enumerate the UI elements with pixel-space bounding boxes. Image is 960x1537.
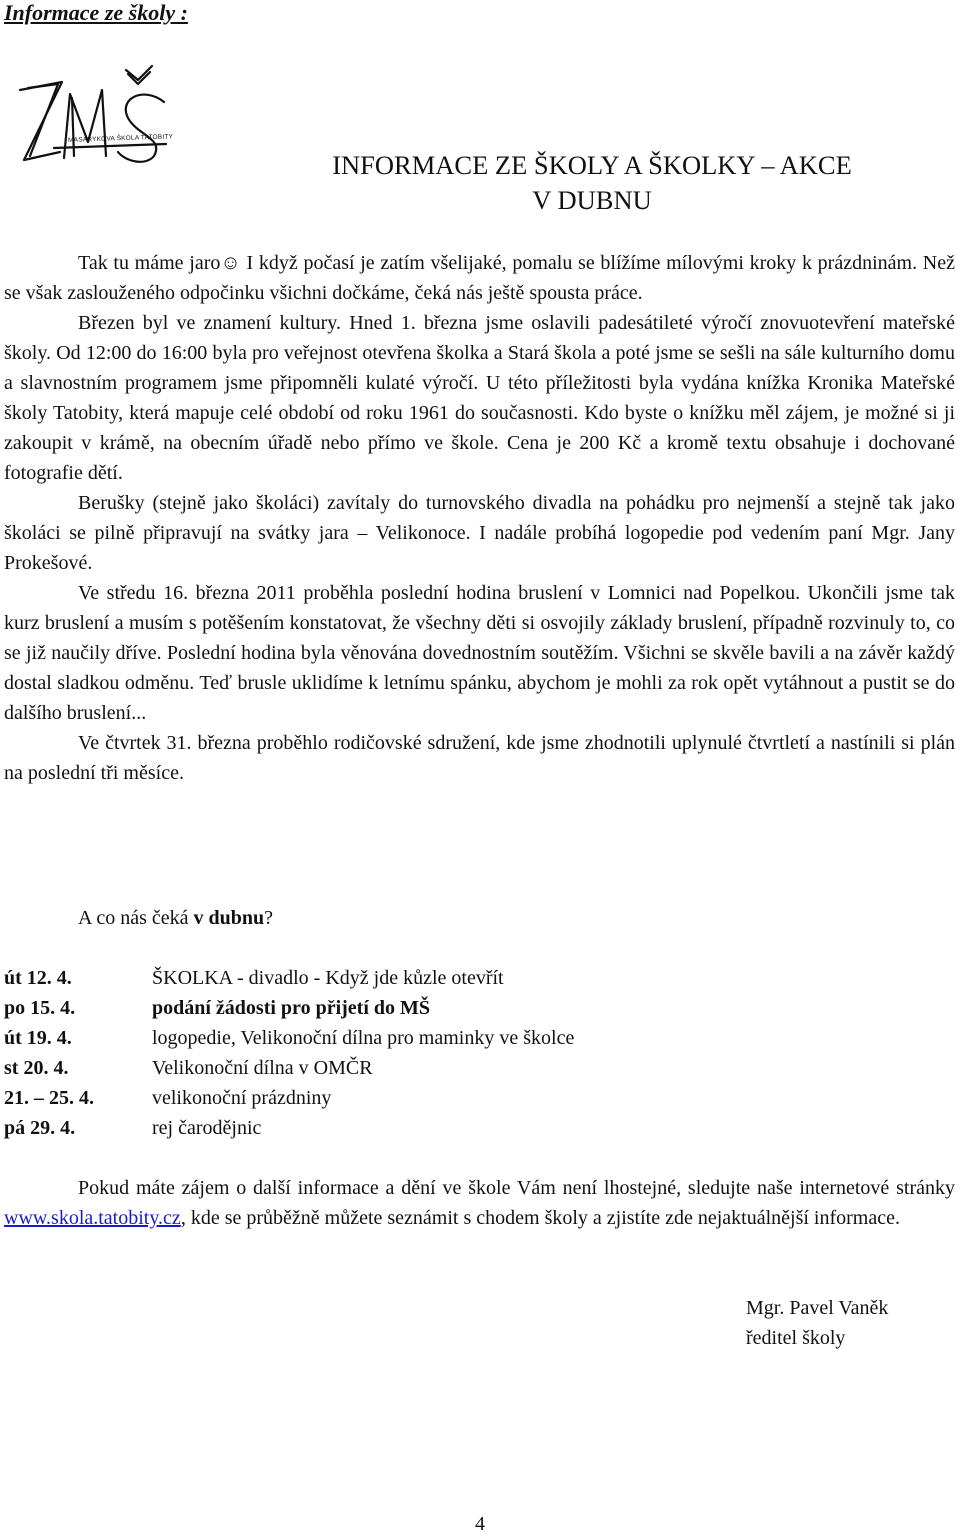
april-question — [78, 903, 273, 933]
event-date: 21. – 25. 4. — [4, 1087, 94, 1109]
april-question-prefix: A co nás čeká — [78, 907, 194, 929]
event-date: po 15. 4. — [4, 997, 76, 1019]
event-text: podání žádosti pro přijetí do MŠ — [152, 997, 430, 1019]
event-text: velikonoční prázdniny — [152, 1087, 332, 1109]
signature-name: Mgr. Pavel Vaněk — [746, 1297, 889, 1319]
signature-role: ředitel školy — [746, 1327, 846, 1349]
school-logo — [14, 60, 174, 168]
event-date: út 12. 4. — [4, 967, 72, 989]
logo-caption: MASARYKOVA ŠKOLA TATOBITY — [68, 133, 174, 144]
event-row — [4, 1053, 955, 1083]
event-text: logopedie, Velikonoční dílna pro maminky ve školce — [152, 1027, 575, 1049]
event-date: st 20. 4. — [4, 1057, 69, 1079]
closing-text — [4, 1173, 955, 1233]
closing-text-after: , kde se průběžně můžete seznámit s chodem školy a zjistíte zde nejaktuálnější informace. — [180, 1207, 900, 1229]
april-question-bold: v dubnu — [193, 907, 265, 929]
april-question-suffix: ? — [264, 907, 274, 929]
event-text: Velikonoční dílna v OMČR — [152, 1057, 373, 1079]
school-website-link[interactable]: www.skola.tatobity.cz — [4, 1207, 181, 1229]
event-text: ŠKOLKA - divadlo - Když jde kůzle otevřít — [152, 967, 504, 989]
closing-text-before: Pokud máte zájem o další informace a dění ve škole Vám není lhostejné, sledujte naše internetové stránky — [78, 1177, 955, 1199]
event-text: rej čarodějnic — [152, 1117, 262, 1139]
signature — [746, 1293, 888, 1353]
page-title — [272, 148, 912, 218]
section-heading: Informace ze školy : — [4, 0, 188, 25]
paragraph-march: Březen byl ve znamení kultury. Hned 1. března jsme oslavili padesátileté výročí znovuotevření mateřské školy. Od 12:00 do 16:00 byla pro veřejnost otevřena školka a Stará škola a poté jsme se sešli na sále kulturního domu a slavnostním programem jsme připomněli kulaté výročí. U této příležitosti byla vydána knížka Kronika Mateřské školy Tatobity, která mapuje celé období od roku 1961 do současnosti. Kdo byste o knížku měl zájem, je možné si ji zakoupit v krámě, na obecním úřadě nebo přímo ve škole. Cena je 200 Kč a kromě textu obsahuje i dochované fotografie dětí. — [4, 312, 955, 484]
title-line-2: V DUBNU — [532, 185, 652, 215]
page-number: 4 — [475, 1513, 485, 1535]
event-row — [4, 1023, 955, 1053]
event-date: pá 29. 4. — [4, 1117, 76, 1139]
title-line-1: INFORMACE ZE ŠKOLY A ŠKOLKY – AKCE — [332, 150, 852, 180]
paragraph-skating: Ve středu 16. března 2011 proběhla poslední hodina bruslení v Lomnici nad Popelkou. Ukončili jsme tak kurz bruslení a musím s potěšením konstatovat, že všechny děti si osvojily základy bruslení, případně rozvinuly to, co se již naučily dříve. Poslední hodina byla věnována dovednostním soutěžím. Všichni se skvěle bavili a na závěr každý dostal sladkou odměnu. Teď brusle uklidíme k letnímu spánku, abychom je mohli za rok opět vytáhnout a pustit se do dalšího bruslení... — [4, 582, 955, 724]
event-row — [4, 963, 955, 993]
event-date: út 19. 4. — [4, 1027, 72, 1049]
paragraph-intro: Tak tu máme jaro☺ I když počasí je zatím všelijaké, pomalu se blížíme mílovými kroky k prázdninám. Než se však zaslouženého odpočinku všichni dočkáme, čeká nás ještě spousta práce. — [4, 252, 955, 304]
article-body — [4, 248, 955, 788]
paragraph-parents-meeting: Ve čtvrtek 31. března proběhlo rodičovské sdružení, kde jsme zhodnotili uplynulé čtvrtletí a nastínili si plán na poslední tři měsíce. — [4, 732, 955, 784]
event-row — [4, 1113, 955, 1143]
event-row — [4, 993, 955, 1023]
events-table — [4, 963, 955, 1143]
event-row — [4, 1083, 955, 1113]
paragraph-berusky: Berušky (stejně jako školáci) zavítaly do turnovského divadla na pohádku pro nejmenší a stejně tak jako školáci se pilně připravují na svátky jara – Velikonoce. I nadále probíhá logopedie pod vedením paní Mgr. Jany Prokešové. — [4, 492, 955, 574]
closing-paragraph — [4, 1173, 955, 1233]
